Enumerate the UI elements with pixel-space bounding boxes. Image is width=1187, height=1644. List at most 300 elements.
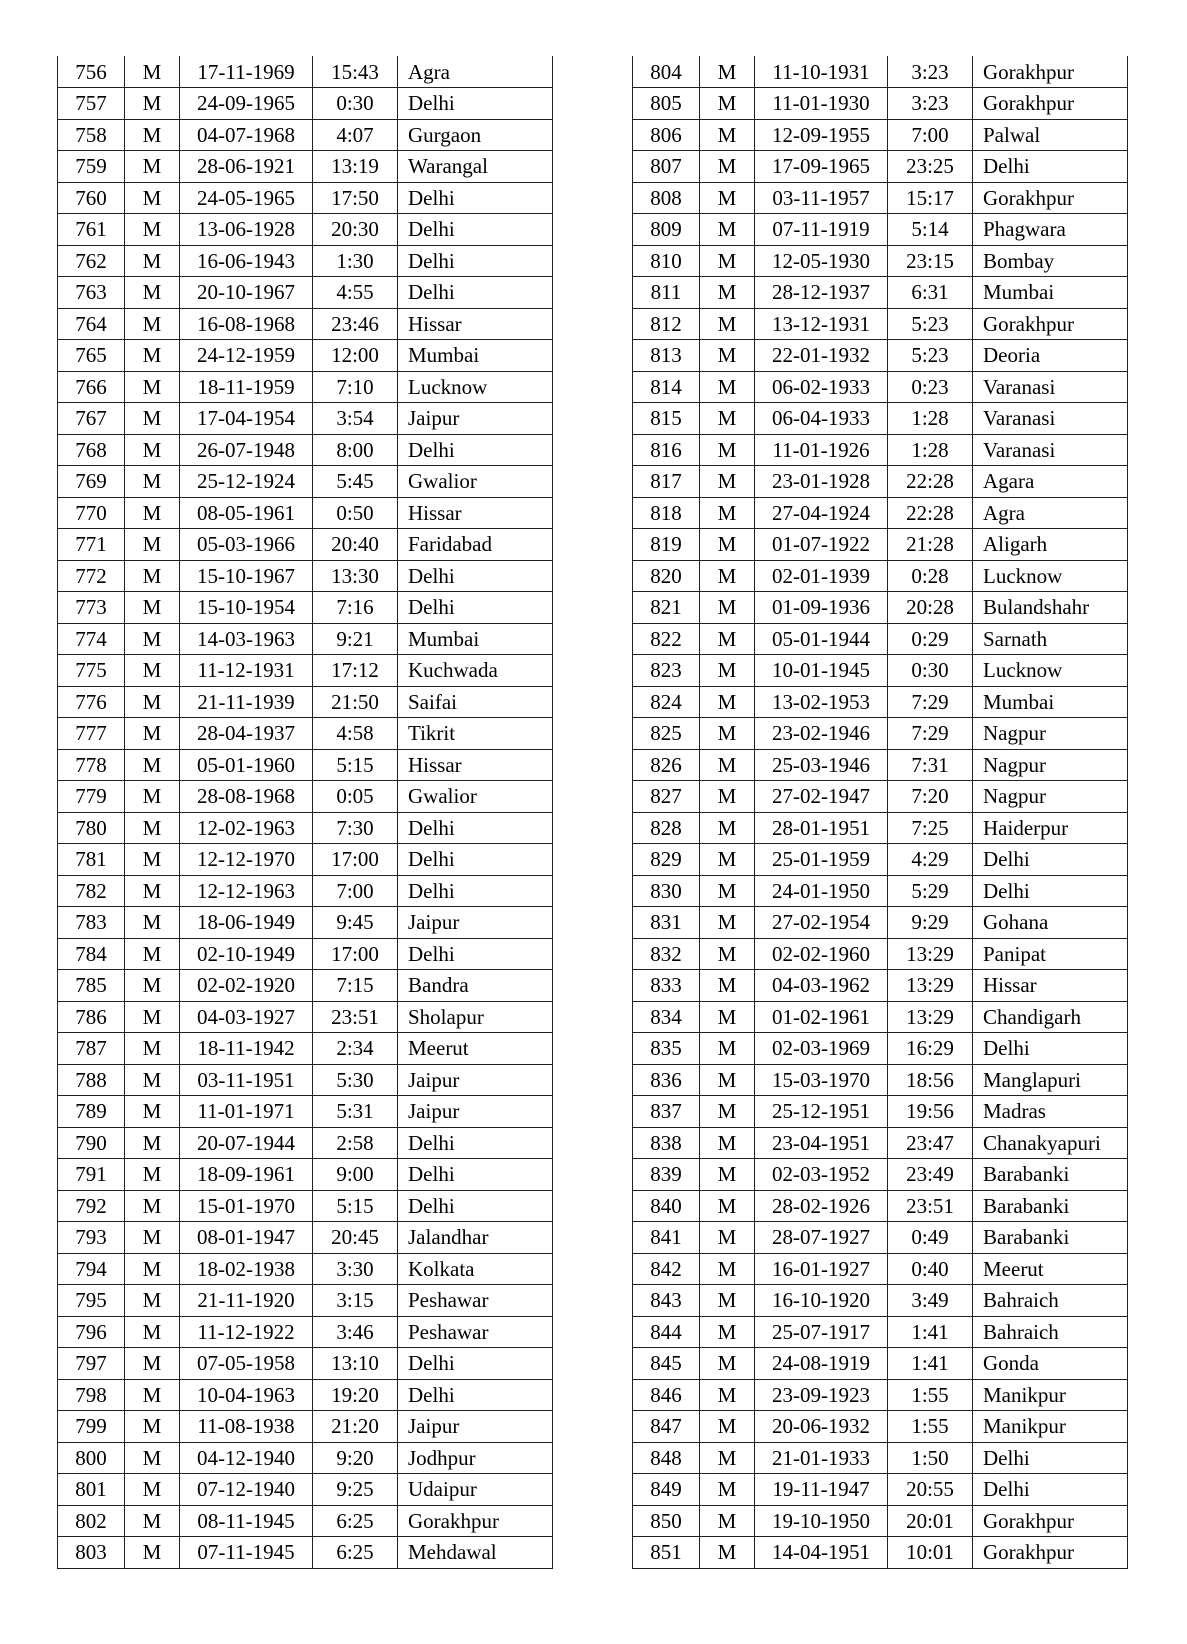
birth-place-cell: Jodhpur: [398, 1442, 553, 1474]
birth-date-cell: 02-03-1952: [755, 1159, 888, 1191]
table-row: [633, 686, 1128, 718]
table-row: [633, 560, 1128, 592]
birth-date-cell: 22-01-1932: [755, 340, 888, 372]
birth-place-cell: Kuchwada: [398, 655, 553, 687]
table-row: [58, 938, 553, 970]
sex-cell: M: [125, 1033, 180, 1065]
serial-number-cell: 794: [58, 1253, 125, 1285]
birth-time-cell: 7:00: [888, 119, 973, 151]
sex-cell: M: [700, 655, 755, 687]
birth-date-cell: 05-01-1944: [755, 623, 888, 655]
sex-cell: M: [125, 214, 180, 246]
birth-date-cell: 21-11-1920: [180, 1285, 313, 1317]
birth-time-cell: 9:45: [313, 907, 398, 939]
birth-date-cell: 18-06-1949: [180, 907, 313, 939]
table-row: [58, 1064, 553, 1096]
birth-place-cell: Manikpur: [973, 1411, 1128, 1443]
birth-date-cell: 15-10-1954: [180, 592, 313, 624]
sex-cell: M: [125, 781, 180, 813]
birth-time-cell: 13:29: [888, 1001, 973, 1033]
table-row: [633, 119, 1128, 151]
birth-date-cell: 28-08-1968: [180, 781, 313, 813]
sex-cell: M: [125, 371, 180, 403]
birth-time-cell: 23:46: [313, 308, 398, 340]
birth-time-cell: 20:30: [313, 214, 398, 246]
birth-date-cell: 04-03-1927: [180, 1001, 313, 1033]
birth-place-cell: Gorakhpur: [973, 1537, 1128, 1569]
birth-date-cell: 28-07-1927: [755, 1222, 888, 1254]
birth-place-cell: Lucknow: [398, 371, 553, 403]
table-row: [58, 1379, 553, 1411]
table-row: [58, 1127, 553, 1159]
birth-date-cell: 11-08-1938: [180, 1411, 313, 1443]
sex-cell: M: [125, 88, 180, 120]
birth-time-cell: 13:30: [313, 560, 398, 592]
table-row: [633, 1348, 1128, 1380]
birth-date-cell: 21-11-1939: [180, 686, 313, 718]
sex-cell: M: [125, 938, 180, 970]
table-row: [58, 1222, 553, 1254]
sex-cell: M: [700, 434, 755, 466]
table-row: [633, 1222, 1128, 1254]
birth-time-cell: 10:01: [888, 1537, 973, 1569]
birth-place-cell: Gwalior: [398, 466, 553, 498]
birth-time-cell: 7:29: [888, 718, 973, 750]
serial-number-cell: 828: [633, 812, 700, 844]
serial-number-cell: 796: [58, 1316, 125, 1348]
serial-number-cell: 759: [58, 151, 125, 183]
sex-cell: M: [125, 403, 180, 435]
sex-cell: M: [125, 686, 180, 718]
birth-date-cell: 07-11-1945: [180, 1537, 313, 1569]
sex-cell: M: [125, 844, 180, 876]
birth-place-cell: Delhi: [398, 1159, 553, 1191]
birth-time-cell: 5:45: [313, 466, 398, 498]
sex-cell: M: [700, 403, 755, 435]
sex-cell: M: [700, 1159, 755, 1191]
birth-place-cell: Gorakhpur: [973, 308, 1128, 340]
table-row: [58, 434, 553, 466]
serial-number-cell: 817: [633, 466, 700, 498]
birth-place-cell: Delhi: [398, 434, 553, 466]
table-row: [633, 1537, 1128, 1569]
birth-time-cell: 9:00: [313, 1159, 398, 1191]
table-row: [58, 592, 553, 624]
serial-number-cell: 789: [58, 1096, 125, 1128]
sex-cell: M: [700, 1285, 755, 1317]
sex-cell: M: [700, 56, 755, 88]
birth-date-cell: 17-11-1969: [180, 56, 313, 88]
sex-cell: M: [125, 151, 180, 183]
birth-date-cell: 17-09-1965: [755, 151, 888, 183]
birth-place-cell: Delhi: [973, 1033, 1128, 1065]
serial-number-cell: 826: [633, 749, 700, 781]
birth-time-cell: 5:23: [888, 340, 973, 372]
serial-number-cell: 770: [58, 497, 125, 529]
sex-cell: M: [700, 1190, 755, 1222]
sex-cell: M: [700, 1316, 755, 1348]
birth-place-cell: Jaipur: [398, 1096, 553, 1128]
sex-cell: M: [700, 718, 755, 750]
birth-date-cell: 25-12-1951: [755, 1096, 888, 1128]
birth-time-cell: 9:20: [313, 1442, 398, 1474]
sex-cell: M: [125, 1001, 180, 1033]
birth-date-cell: 23-09-1923: [755, 1379, 888, 1411]
birth-time-cell: 7:15: [313, 970, 398, 1002]
birth-date-cell: 10-04-1963: [180, 1379, 313, 1411]
sex-cell: M: [700, 1096, 755, 1128]
birth-place-cell: Hissar: [398, 749, 553, 781]
serial-number-cell: 758: [58, 119, 125, 151]
sex-cell: M: [125, 1222, 180, 1254]
sex-cell: M: [700, 1033, 755, 1065]
birth-date-cell: 12-09-1955: [755, 119, 888, 151]
serial-number-cell: 807: [633, 151, 700, 183]
table-row: [633, 1033, 1128, 1065]
birth-time-cell: 4:55: [313, 277, 398, 309]
table-row: [58, 245, 553, 277]
serial-number-cell: 762: [58, 245, 125, 277]
serial-number-cell: 822: [633, 623, 700, 655]
sex-cell: M: [700, 245, 755, 277]
table-row: [633, 466, 1128, 498]
birth-place-cell: Manikpur: [973, 1379, 1128, 1411]
birth-date-cell: 05-03-1966: [180, 529, 313, 561]
birth-place-cell: Gohana: [973, 907, 1128, 939]
birth-place-cell: Gorakhpur: [973, 56, 1128, 88]
birth-time-cell: 1:28: [888, 434, 973, 466]
serial-number-cell: 804: [633, 56, 700, 88]
table-row: [633, 623, 1128, 655]
birth-time-cell: 5:15: [313, 749, 398, 781]
birth-place-cell: Bandra: [398, 970, 553, 1002]
serial-number-cell: 842: [633, 1253, 700, 1285]
birth-date-cell: 27-02-1947: [755, 781, 888, 813]
birth-place-cell: Delhi: [398, 1379, 553, 1411]
table-row: [633, 1190, 1128, 1222]
birth-date-cell: 28-12-1937: [755, 277, 888, 309]
birth-place-cell: Mumbai: [973, 686, 1128, 718]
birth-time-cell: 0:40: [888, 1253, 973, 1285]
table-row: [58, 340, 553, 372]
birth-time-cell: 12:00: [313, 340, 398, 372]
table-row: [58, 371, 553, 403]
birth-time-cell: 2:58: [313, 1127, 398, 1159]
birth-time-cell: 3:15: [313, 1285, 398, 1317]
serial-number-cell: 813: [633, 340, 700, 372]
sex-cell: M: [700, 214, 755, 246]
birth-place-cell: Jaipur: [398, 403, 553, 435]
serial-number-cell: 799: [58, 1411, 125, 1443]
serial-number-cell: 773: [58, 592, 125, 624]
birth-date-cell: 01-02-1961: [755, 1001, 888, 1033]
birth-date-cell: 02-10-1949: [180, 938, 313, 970]
birth-time-cell: 3:30: [313, 1253, 398, 1285]
birth-time-cell: 3:23: [888, 56, 973, 88]
birth-date-cell: 23-04-1951: [755, 1127, 888, 1159]
birth-place-cell: Delhi: [398, 245, 553, 277]
sex-cell: M: [700, 560, 755, 592]
sex-cell: M: [125, 340, 180, 372]
birth-date-cell: 24-08-1919: [755, 1348, 888, 1380]
birth-time-cell: 0:28: [888, 560, 973, 592]
birth-place-cell: Barabanki: [973, 1222, 1128, 1254]
serial-number-cell: 778: [58, 749, 125, 781]
serial-number-cell: 812: [633, 308, 700, 340]
table-row: [58, 970, 553, 1002]
birth-place-cell: Peshawar: [398, 1316, 553, 1348]
table-row: [633, 655, 1128, 687]
birth-place-cell: Delhi: [398, 875, 553, 907]
table-row: [633, 1379, 1128, 1411]
serial-number-cell: 810: [633, 245, 700, 277]
birth-time-cell: 22:28: [888, 497, 973, 529]
serial-number-cell: 843: [633, 1285, 700, 1317]
records-table-left: [57, 56, 553, 1569]
birth-date-cell: 18-11-1959: [180, 371, 313, 403]
birth-time-cell: 13:10: [313, 1348, 398, 1380]
serial-number-cell: 840: [633, 1190, 700, 1222]
table-row: [58, 875, 553, 907]
table-row: [58, 686, 553, 718]
birth-place-cell: Varanasi: [973, 403, 1128, 435]
table-row: [58, 1253, 553, 1285]
serial-number-cell: 797: [58, 1348, 125, 1380]
birth-time-cell: 3:23: [888, 88, 973, 120]
birth-time-cell: 18:56: [888, 1064, 973, 1096]
birth-date-cell: 23-01-1928: [755, 466, 888, 498]
birth-date-cell: 27-02-1954: [755, 907, 888, 939]
serial-number-cell: 776: [58, 686, 125, 718]
birth-time-cell: 7:31: [888, 749, 973, 781]
serial-number-cell: 779: [58, 781, 125, 813]
sex-cell: M: [700, 970, 755, 1002]
birth-time-cell: 0:49: [888, 1222, 973, 1254]
serial-number-cell: 760: [58, 182, 125, 214]
birth-place-cell: Sholapur: [398, 1001, 553, 1033]
sex-cell: M: [700, 466, 755, 498]
birth-place-cell: Delhi: [973, 1442, 1128, 1474]
birth-place-cell: Delhi: [398, 844, 553, 876]
birth-date-cell: 08-01-1947: [180, 1222, 313, 1254]
birth-place-cell: Agara: [973, 466, 1128, 498]
birth-place-cell: Meerut: [398, 1033, 553, 1065]
table-row: [633, 1505, 1128, 1537]
table-row: [58, 214, 553, 246]
table-row: [58, 812, 553, 844]
birth-time-cell: 5:23: [888, 308, 973, 340]
birth-date-cell: 01-07-1922: [755, 529, 888, 561]
birth-place-cell: Bulandshahr: [973, 592, 1128, 624]
birth-date-cell: 28-02-1926: [755, 1190, 888, 1222]
birth-place-cell: Hissar: [398, 497, 553, 529]
birth-date-cell: 20-06-1932: [755, 1411, 888, 1443]
birth-time-cell: 20:40: [313, 529, 398, 561]
sex-cell: M: [700, 844, 755, 876]
birth-place-cell: Delhi: [973, 1474, 1128, 1506]
birth-time-cell: 7:00: [313, 875, 398, 907]
birth-date-cell: 02-02-1920: [180, 970, 313, 1002]
serial-number-cell: 788: [58, 1064, 125, 1096]
birth-date-cell: 12-05-1930: [755, 245, 888, 277]
table-row: [58, 277, 553, 309]
birth-date-cell: 08-11-1945: [180, 1505, 313, 1537]
birth-date-cell: 05-01-1960: [180, 749, 313, 781]
birth-time-cell: 3:49: [888, 1285, 973, 1317]
birth-time-cell: 5:29: [888, 875, 973, 907]
birth-date-cell: 28-01-1951: [755, 812, 888, 844]
table-row: [633, 1127, 1128, 1159]
table-row: [633, 1316, 1128, 1348]
birth-date-cell: 13-12-1931: [755, 308, 888, 340]
serial-number-cell: 781: [58, 844, 125, 876]
serial-number-cell: 815: [633, 403, 700, 435]
table-row: [58, 1442, 553, 1474]
birth-date-cell: 24-05-1965: [180, 182, 313, 214]
birth-time-cell: 17:00: [313, 844, 398, 876]
sex-cell: M: [700, 308, 755, 340]
table-row: [58, 529, 553, 561]
birth-time-cell: 6:25: [313, 1537, 398, 1569]
birth-time-cell: 7:20: [888, 781, 973, 813]
birth-date-cell: 06-02-1933: [755, 371, 888, 403]
sex-cell: M: [125, 1253, 180, 1285]
table-row: [58, 718, 553, 750]
table-row: [633, 308, 1128, 340]
birth-place-cell: Bahraich: [973, 1285, 1128, 1317]
birth-place-cell: Jaipur: [398, 1064, 553, 1096]
serial-number-cell: 832: [633, 938, 700, 970]
sex-cell: M: [700, 529, 755, 561]
birth-place-cell: Warangal: [398, 151, 553, 183]
sex-cell: M: [125, 1442, 180, 1474]
birth-time-cell: 8:00: [313, 434, 398, 466]
table-row: [633, 875, 1128, 907]
birth-place-cell: Gorakhpur: [973, 1505, 1128, 1537]
birth-date-cell: 01-09-1936: [755, 592, 888, 624]
birth-place-cell: Aligarh: [973, 529, 1128, 561]
birth-time-cell: 15:43: [313, 56, 398, 88]
table-row: [633, 1096, 1128, 1128]
birth-place-cell: Chandigarh: [973, 1001, 1128, 1033]
table-row: [58, 1033, 553, 1065]
table-row: [633, 151, 1128, 183]
birth-date-cell: 25-01-1959: [755, 844, 888, 876]
birth-place-cell: Faridabad: [398, 529, 553, 561]
sex-cell: M: [125, 245, 180, 277]
sex-cell: M: [700, 88, 755, 120]
table-row: [633, 938, 1128, 970]
birth-place-cell: Delhi: [398, 214, 553, 246]
serial-number-cell: 803: [58, 1537, 125, 1569]
birth-date-cell: 13-06-1928: [180, 214, 313, 246]
sex-cell: M: [125, 434, 180, 466]
birth-date-cell: 25-03-1946: [755, 749, 888, 781]
sex-cell: M: [700, 686, 755, 718]
sex-cell: M: [700, 1505, 755, 1537]
table-row: [58, 655, 553, 687]
sex-cell: M: [700, 1411, 755, 1443]
birth-date-cell: 16-06-1943: [180, 245, 313, 277]
table-row: [58, 1348, 553, 1380]
birth-place-cell: Bahraich: [973, 1316, 1128, 1348]
birth-place-cell: Gorakhpur: [973, 182, 1128, 214]
table-row: [58, 1001, 553, 1033]
serial-number-cell: 757: [58, 88, 125, 120]
birth-time-cell: 21:20: [313, 1411, 398, 1443]
birth-time-cell: 0:05: [313, 781, 398, 813]
birth-date-cell: 15-10-1967: [180, 560, 313, 592]
birth-place-cell: Delhi: [398, 560, 553, 592]
birth-date-cell: 25-12-1924: [180, 466, 313, 498]
table-row: [58, 623, 553, 655]
birth-date-cell: 24-09-1965: [180, 88, 313, 120]
sex-cell: M: [700, 1064, 755, 1096]
sex-cell: M: [125, 875, 180, 907]
serial-number-cell: 806: [633, 119, 700, 151]
table-row: [58, 88, 553, 120]
sex-cell: M: [700, 623, 755, 655]
birth-time-cell: 7:25: [888, 812, 973, 844]
table-row: [633, 1442, 1128, 1474]
birth-place-cell: Hissar: [973, 970, 1128, 1002]
serial-number-cell: 818: [633, 497, 700, 529]
table-row: [58, 1159, 553, 1191]
serial-number-cell: 783: [58, 907, 125, 939]
serial-number-cell: 831: [633, 907, 700, 939]
table-row: [633, 718, 1128, 750]
birth-date-cell: 12-12-1970: [180, 844, 313, 876]
birth-place-cell: Nagpur: [973, 749, 1128, 781]
birth-date-cell: 10-01-1945: [755, 655, 888, 687]
birth-place-cell: Phagwara: [973, 214, 1128, 246]
serial-number-cell: 766: [58, 371, 125, 403]
table-row: [633, 1253, 1128, 1285]
birth-time-cell: 9:21: [313, 623, 398, 655]
table-row: [633, 1159, 1128, 1191]
sex-cell: M: [700, 781, 755, 813]
birth-place-cell: Hissar: [398, 308, 553, 340]
serial-number-cell: 809: [633, 214, 700, 246]
sex-cell: M: [125, 1064, 180, 1096]
birth-place-cell: Lucknow: [973, 560, 1128, 592]
birth-date-cell: 19-10-1950: [755, 1505, 888, 1537]
birth-place-cell: Varanasi: [973, 371, 1128, 403]
birth-place-cell: Meerut: [973, 1253, 1128, 1285]
birth-date-cell: 07-05-1958: [180, 1348, 313, 1380]
birth-date-cell: 24-01-1950: [755, 875, 888, 907]
birth-date-cell: 07-11-1919: [755, 214, 888, 246]
table-row: [58, 56, 553, 88]
birth-place-cell: Varanasi: [973, 434, 1128, 466]
table-row: [58, 844, 553, 876]
birth-place-cell: Delhi: [398, 592, 553, 624]
table-row: [58, 182, 553, 214]
table-row: [58, 1505, 553, 1537]
birth-place-cell: Haiderpur: [973, 812, 1128, 844]
birth-date-cell: 11-01-1971: [180, 1096, 313, 1128]
birth-place-cell: Delhi: [398, 1348, 553, 1380]
birth-place-cell: Delhi: [398, 1127, 553, 1159]
birth-date-cell: 11-10-1931: [755, 56, 888, 88]
birth-date-cell: 19-11-1947: [755, 1474, 888, 1506]
serial-number-cell: 819: [633, 529, 700, 561]
serial-number-cell: 844: [633, 1316, 700, 1348]
table-row: [58, 1474, 553, 1506]
table-row: [633, 1064, 1128, 1096]
birth-date-cell: 08-05-1961: [180, 497, 313, 529]
birth-place-cell: Gwalior: [398, 781, 553, 813]
